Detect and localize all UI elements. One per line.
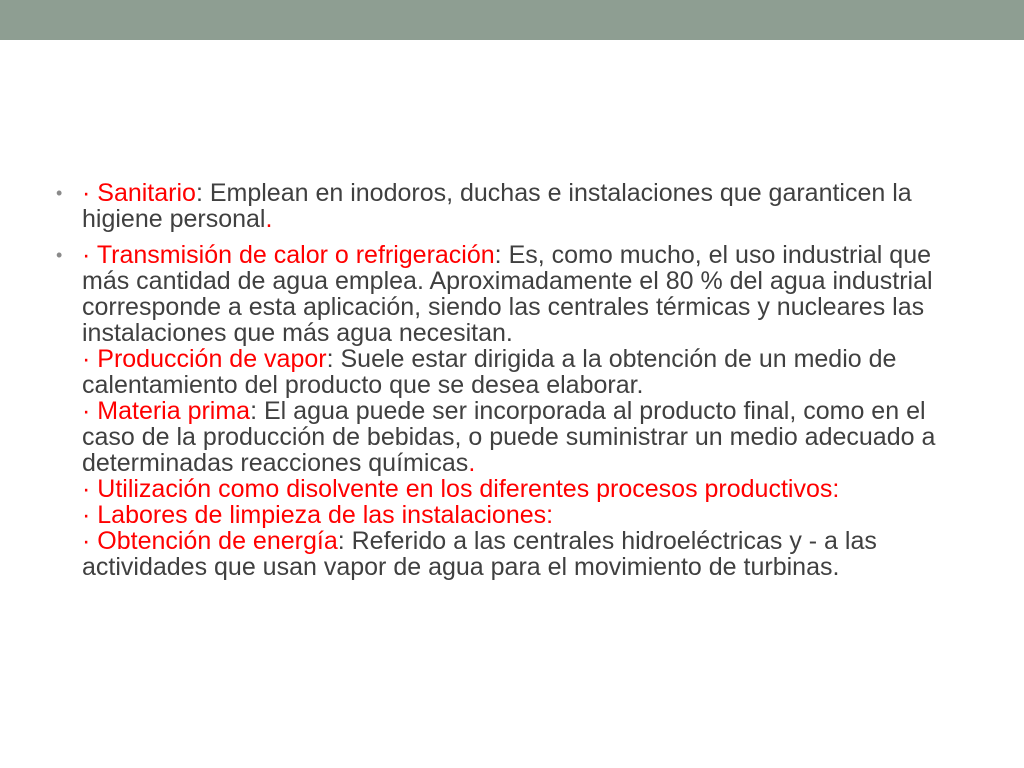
bullet-text bbox=[82, 179, 912, 233]
paragraph-vapor bbox=[82, 346, 966, 398]
term-vapor: · Producción de vapor bbox=[82, 345, 327, 373]
bullet-dot: • bbox=[56, 183, 63, 203]
term-transmision: · Transmisión de calor o refrigeración bbox=[82, 241, 495, 269]
bullet-dot: • bbox=[56, 245, 63, 265]
paragraph-transmision bbox=[82, 242, 966, 346]
slide-top-bar bbox=[0, 0, 1024, 40]
desc-energia: : Referido a las centrales hidroeléctricas y - a las actividades que usan vapor de agua para el movimiento de turbinas. bbox=[82, 527, 877, 581]
term-energia: · Obtención de energía bbox=[82, 527, 338, 555]
desc-transmision: : Es, como mucho, el uso industrial que más cantidad de agua emplea. Aproximadamente el 80 % del agua industrial corresponde a esta aplicación, siendo las centrales térmicas y nucleares las instalaciones que más agua necesitan. bbox=[82, 241, 933, 347]
desc-materia-prima: : El agua puede ser incorporada al producto final, como en el caso de la producción de bebidas, o puede suministrar un medio adecuado a determinadas reacciones químicas bbox=[82, 397, 936, 477]
desc-limpieza: : bbox=[546, 501, 554, 529]
desc-sanitario: : Emplean en inodoros, duchas e instalaciones que garanticen la higiene personal bbox=[82, 179, 912, 233]
term-limpieza: · Labores de limpieza de las instalaciones bbox=[82, 501, 547, 529]
paragraph-limpieza bbox=[82, 502, 966, 528]
paragraph-energia bbox=[82, 528, 966, 580]
bullet-item-sanitario bbox=[56, 180, 966, 232]
term-disolvente: · Utilización como disolvente en los diferentes procesos productivos: bbox=[82, 475, 840, 503]
term-sanitario: · Sanitario bbox=[82, 179, 196, 207]
punct-materia-prima: . bbox=[468, 449, 476, 477]
paragraph-disolvente bbox=[82, 476, 966, 502]
slide-content bbox=[56, 180, 966, 590]
term-materia-prima: · Materia prima bbox=[82, 397, 251, 425]
punct-sanitario: . bbox=[265, 205, 273, 233]
paragraph-materia-prima bbox=[82, 398, 966, 476]
desc-vapor: : Suele estar dirigida a la obtención de un medio de calentamiento del producto que se desea elaborar. bbox=[82, 345, 897, 399]
bullet-item-industrial bbox=[56, 242, 966, 580]
